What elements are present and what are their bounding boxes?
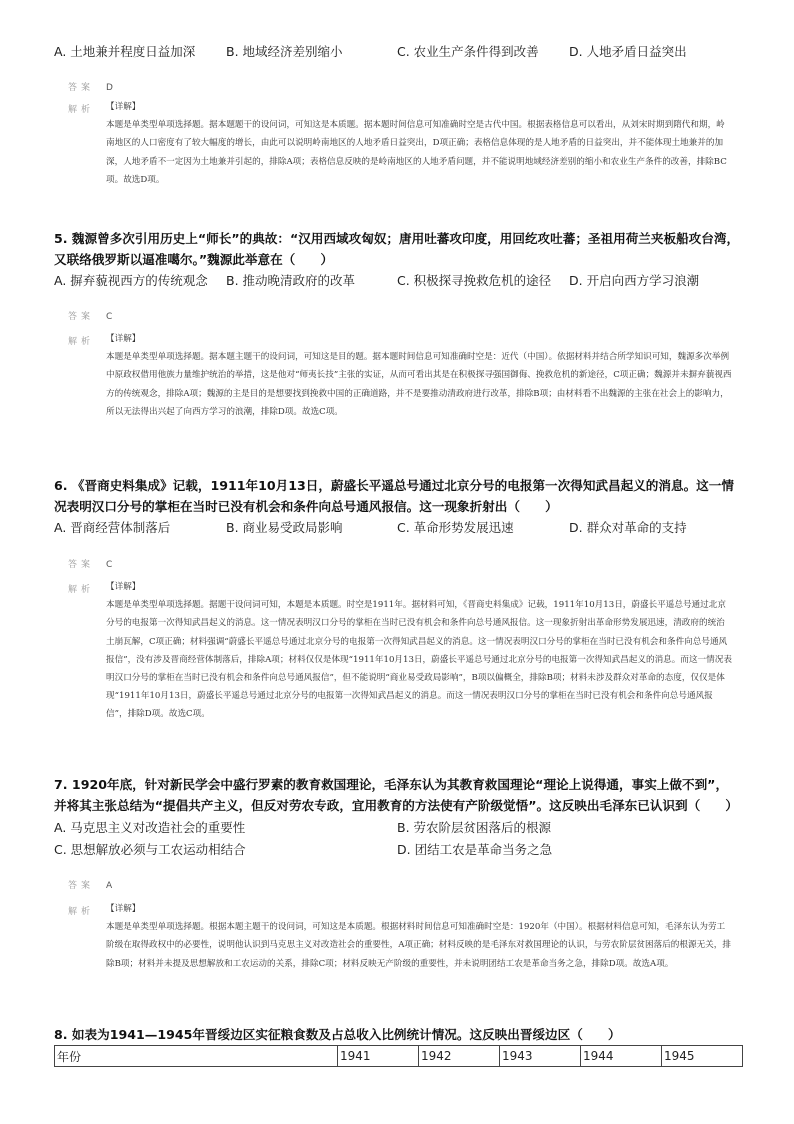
q8-table — [54, 1045, 743, 1067]
q6-option-a: A. 晋商经营体制落后 — [54, 520, 171, 535]
q7-option-d: D. 团结工农是革命当务之急 — [397, 842, 553, 857]
q5-answer-label: 答案 — [68, 312, 95, 322]
q7-analysis-head: 【详解】 — [106, 904, 141, 914]
q5-analysis-text: 本题是单类型单项选择题。据本题主题干的设问词，可知这是目的题。据本题时间信息可知准确时空是：近代（中国）。依据材料并结合所学知识可知，魏源多次举例中原政权借用他族力量维护统治的举措，这是他对“师夷长技”主张的实证，从而可看出其是在积极探寻强国御侮、挽救危机的新途径，C项正确；魏源并未摒弃藐视西方的传统观念，排除A项；魏源的主是目的是想要找到挽救中国的正确道路，并不是要推动清政府进行改革，排除B项；由材料看不出魏源的主张在社会上的影响力，所以无法得出兴起了向西方学习的浪潮，排除D项。故选C项。 — [106, 352, 732, 417]
q7-answer-label: 答案 — [68, 881, 95, 891]
q6-answer-value: C — [106, 560, 113, 570]
table-cell: 年份 — [55, 1046, 338, 1067]
q4-option-c: C. 农业生产条件得到改善 — [397, 44, 539, 59]
q7-option-b: B. 劳农阶层贫困落后的根源 — [397, 820, 552, 835]
table-cell: 1942 — [419, 1046, 500, 1067]
q6-analysis-text: 本题是单类型单项选择题。据题干设问词可知，本题是本质题。时空是1911年。据材料可知，《晋商史料集成》记载，1911年10月13日，蔚盛长平遥总号通过北京分号的电报第一次得知武昌起义的消息。这一情况表明汉口分号的掌柜在当时已没有机会和条件向总号通风报信。这一现象折射出革命形势发展迅速，清政府的统治土崩瓦解，C项正确；材料强调“蔚盛长平遥总号通过北京分号的电报第一次得知武昌起义的消息。这一情况表明汉口分号的掌柜在当时已没有机会和条件向总号通风报信”，没有涉及晋商经营体制落后，排除A项；材料仅仅是体现“1911年10月13日，蔚盛长平遥总号通过北京分号的电报第一次得知武昌起义的消息。而这一情况表明汉口分号的掌柜在当时已没有机会和条件向总号通风报信”，但不能说明“商业易受政局影响”，B项以偏概全，排除B项；材料未涉及群众对革命的态度，仅仅是体现“1911年10月13日，蔚盛长平遥总号通过北京分号的电报第一次得知武昌起义的消息。而这一情况表明汉口分号的掌柜在当时已没有机会和条件向总号通风报信”，排除D项。故选C项。 — [106, 600, 732, 720]
q4-analysis-label: 解析 — [68, 105, 95, 115]
q5-option-b: B. 推动晚清政府的改革 — [226, 273, 356, 288]
q5-question: 5. 魏源曾多次引用历史上“师长”的典故：“汉用西域攻匈奴；唐用吐蕃攻印度，用回纥攻吐蕃；圣祖用荷兰夹板船攻台湾，又联络俄罗斯以逼准噶尔。”魏源此举意在（ ） — [54, 231, 740, 267]
q6-analysis — [106, 578, 732, 724]
table-cell: 1943 — [500, 1046, 581, 1067]
q8-question: 8. 如表为1941—1945年晋绥边区实征粮食数及占总收入比例统计情况。这反映出晋绥边区（ ） — [54, 1027, 621, 1042]
q6-analysis-head: 【详解】 — [106, 582, 141, 592]
q5-analysis-label: 解析 — [68, 337, 95, 347]
q5-answer-row — [68, 309, 112, 322]
q7-option-a: A. 马克思主义对改造社会的重要性 — [54, 820, 246, 835]
q4-analysis-text: 本题是单类型单项选择题。据本题题干的设问词，可知这是本质题。据本题时间信息可知准确时空是古代中国。根据表格信息可以看出，从刘宋时期到隋代和期，岭南地区的人口密度有了较大幅度的增长，由此可以说明岭南地区的人地矛盾日益突出，D项正确；表格信息体现的是人地矛盾的日益突出，并不能体现土地兼并的加深，人地矛盾不一定因为土地兼并引起的，排除A项；表格信息反映的是岭南地区的人地矛盾问题，并不能说明地域经济差别的缩小和农业生产条件的改善，排除BC项。故选D项。 — [106, 120, 727, 185]
q4-analysis-head: 【详解】 — [106, 102, 141, 112]
q7-analysis-text: 本题是单类型单项选择题。根据本题主题干的设问词，可知这是本质题。根据材料时间信息可知准确时空是：1920年（中国）。根据材料信息可知，毛泽东认为劳工阶级在取得政权中的必要性，说明他认识到马克思主义对改造社会的重要性，A项正确；材料反映的是毛泽东对救国理论的认识，与劳农阶层贫困落后的根源无关，排除B项；材料并未提及思想解放和工农运动的关系，排除C项；材料反映无产阶级的重要性，并未说明团结工农是革命当务之急，排除D项。故选A项。 — [106, 922, 731, 969]
q4-option-a: A. 土地兼并程度日益加深 — [54, 44, 196, 59]
q5-option-d: D. 开启向西方学习浪潮 — [569, 273, 700, 288]
q6-question: 6. 《晋商史料集成》记载，1911年10月13日，蔚盛长平遥总号通过北京分号的电报第一次得知武昌起义的消息。这一情况表明汉口分号的掌柜在当时已没有机会和条件向总号通风报信。这一现象折射出（ ） — [54, 478, 734, 514]
q6-option-c: C. 革命形势发展迅速 — [397, 520, 514, 535]
q5-option-a: A. 摒弃藐视西方的传统观念 — [54, 273, 208, 288]
table-cell: 1945 — [662, 1046, 743, 1067]
q4-option-b: B. 地域经济差别缩小 — [226, 44, 343, 59]
q7-question: 7. 1920年底，针对新民学会中盛行罗素的教育救国理论，毛泽东认为其教育救国理论“理论上说得通，事实上做不到”，并将其主张总结为“提倡共产主义，但反对劳农专政，宜用教育的方法使有产阶级觉悟”。这反映出毛泽东已认识到（ ） — [54, 777, 739, 813]
q4-analysis — [106, 98, 732, 189]
q4-answer-row — [68, 80, 113, 93]
q4-answer-value: D — [106, 83, 113, 93]
table-cell: 1941 — [338, 1046, 419, 1067]
q5-analysis — [106, 330, 732, 421]
q6-option-b: B. 商业易受政局影响 — [226, 520, 343, 535]
q4-answer-label: 答案 — [68, 83, 95, 93]
q7-option-c: C. 思想解放必须与工农运动相结合 — [54, 842, 246, 857]
q7-analysis — [106, 900, 732, 973]
table-cell: 1944 — [581, 1046, 662, 1067]
q5-answer-value: C — [106, 312, 113, 322]
q6-option-d: D. 群众对革命的支持 — [569, 520, 687, 535]
q7-answer-value: A — [106, 881, 113, 891]
q5-option-c: C. 积极探寻挽救危机的途径 — [397, 273, 552, 288]
q5-analysis-head: 【详解】 — [106, 334, 141, 344]
q7-analysis-label: 解析 — [68, 907, 95, 917]
q6-analysis-label: 解析 — [68, 585, 95, 595]
q7-answer-row — [68, 878, 112, 891]
q4-option-d: D. 人地矛盾日益突出 — [569, 44, 687, 59]
q6-answer-row — [68, 557, 112, 570]
q6-answer-label: 答案 — [68, 560, 95, 570]
table-row — [55, 1046, 743, 1067]
